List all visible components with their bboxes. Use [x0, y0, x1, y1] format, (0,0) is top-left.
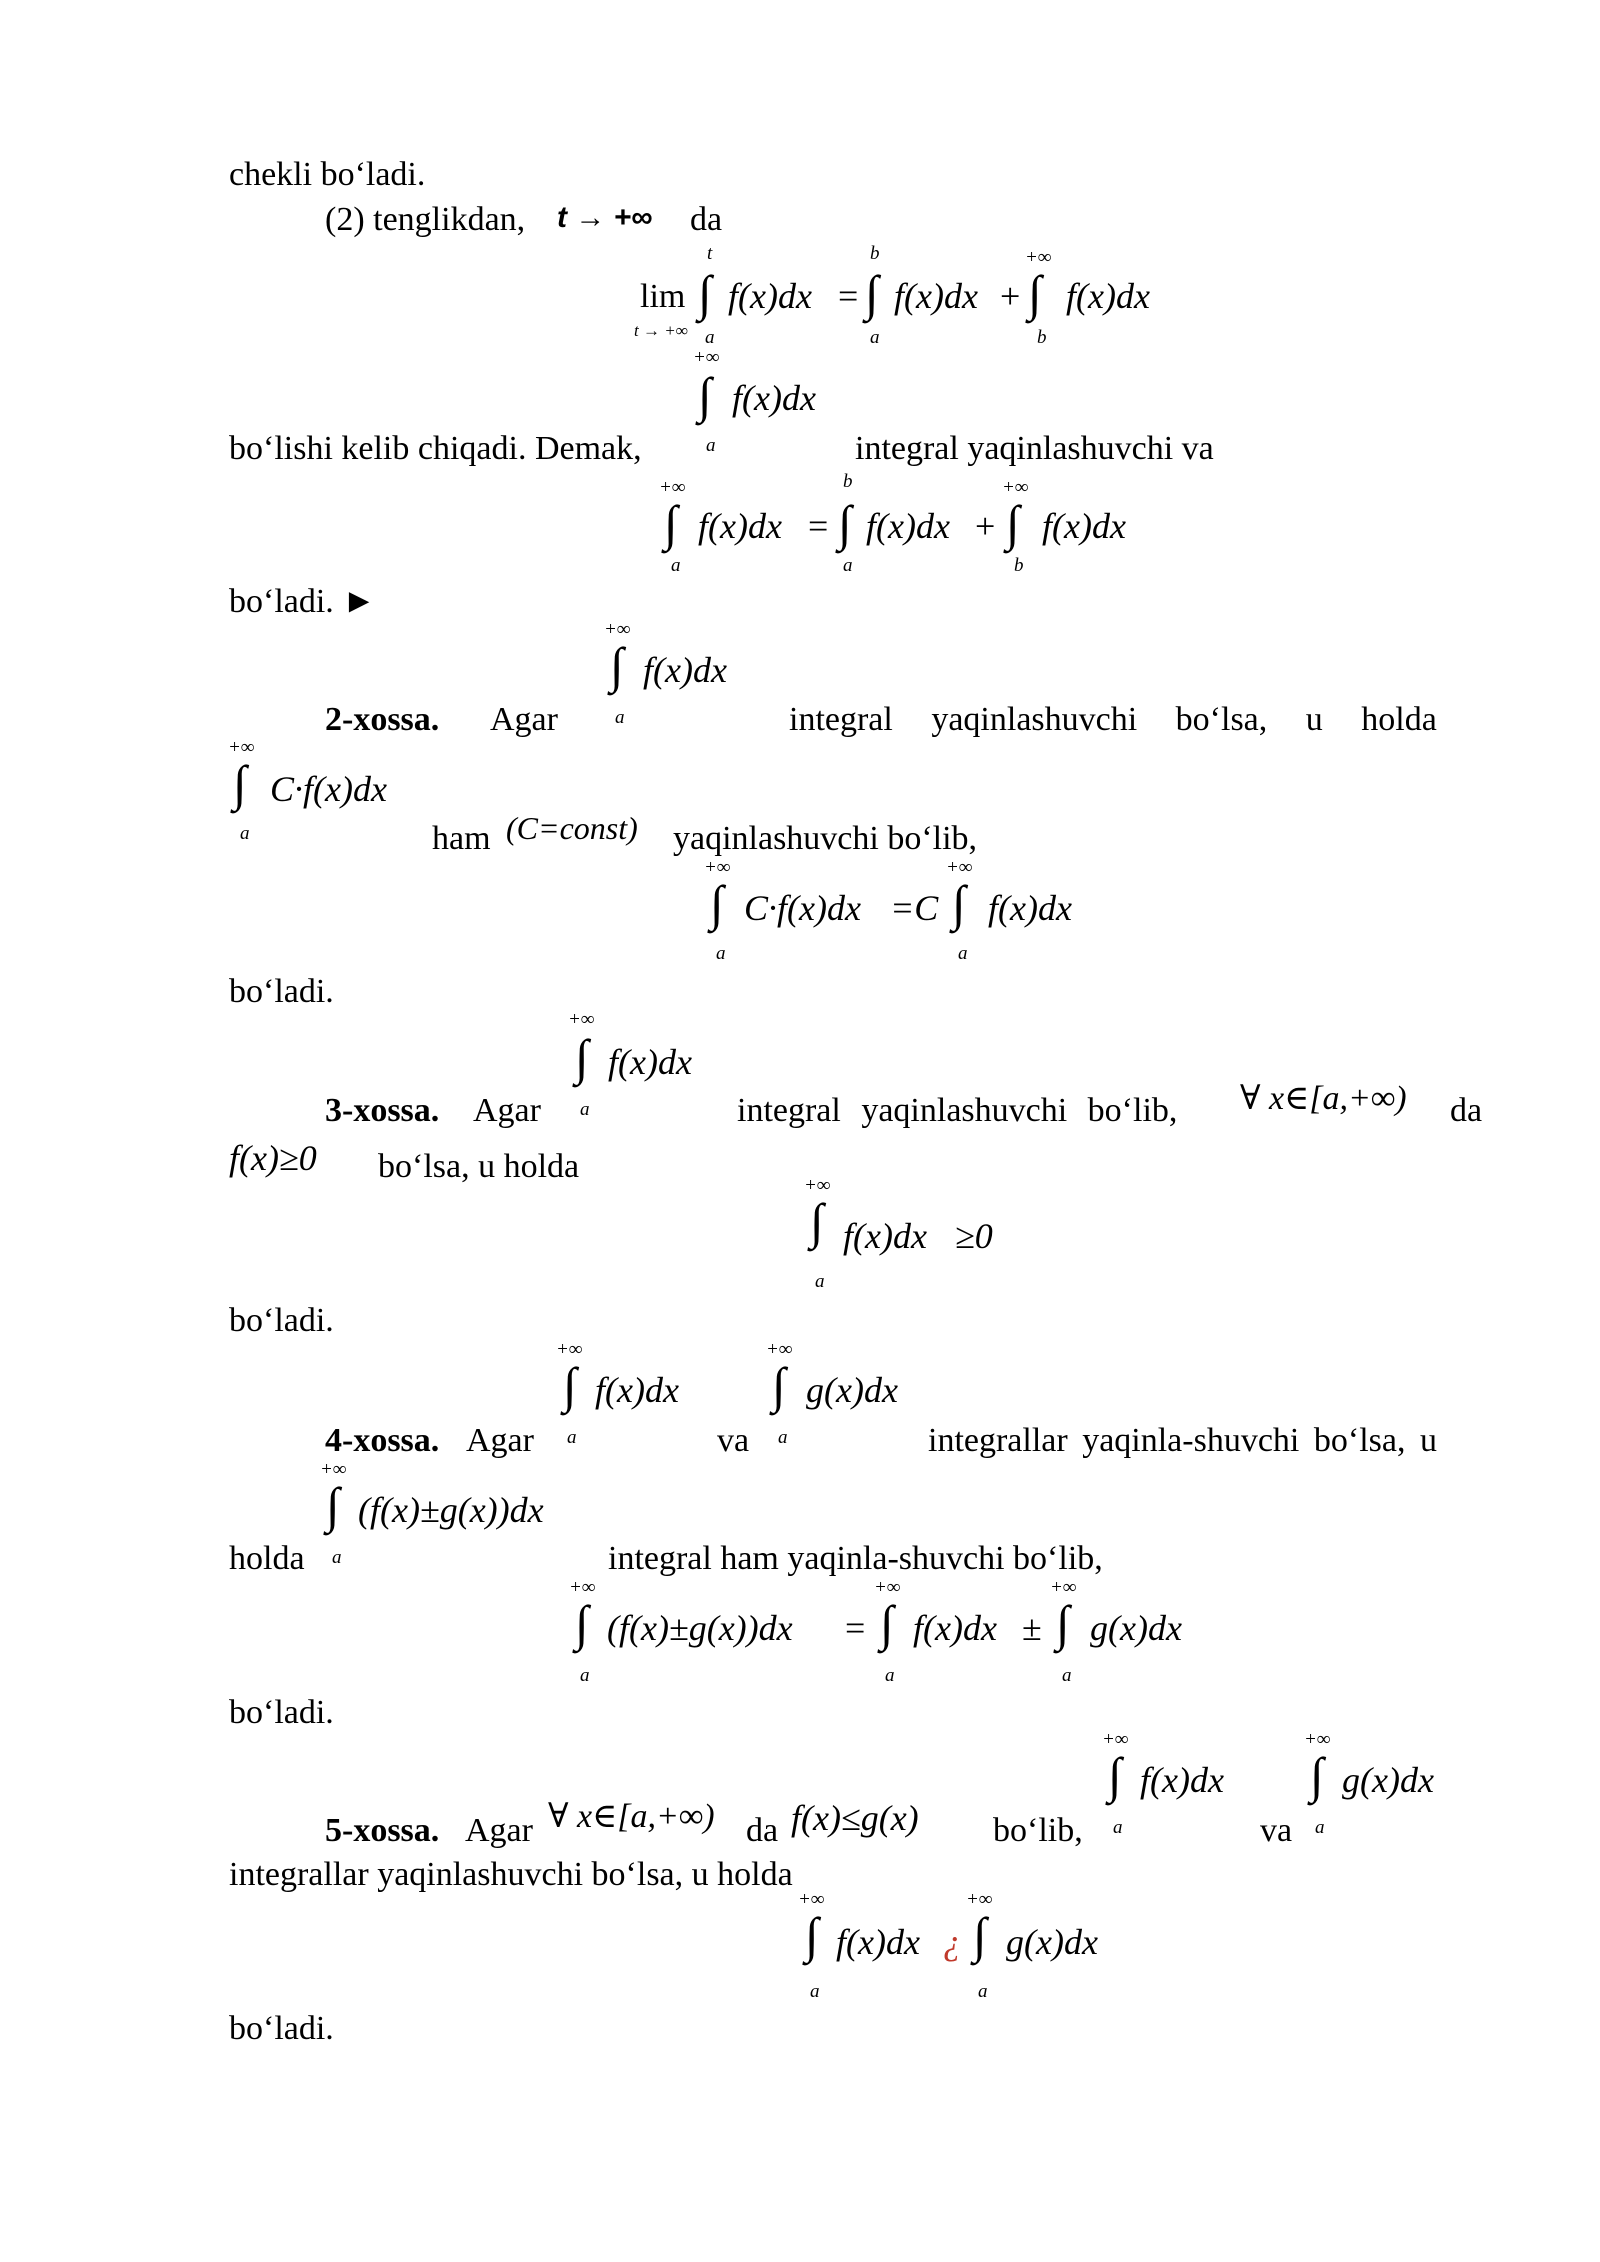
integral-upper: b: [843, 471, 853, 492]
integral-upper: +∞: [556, 1339, 583, 1360]
integral-sign: ∫: [865, 265, 879, 321]
integrand: f(x)dx: [1140, 1760, 1224, 1800]
integral-lower: a: [580, 1665, 590, 1686]
integral-sign: ∫: [698, 367, 712, 423]
integral-lower: a: [615, 707, 625, 728]
integrand: f(x)dx: [608, 1042, 692, 1082]
text-line: da: [1450, 1092, 1483, 1129]
integral-upper: +∞: [659, 477, 686, 498]
text-line: bo‘lishi kelib chiqadi. Demak,: [229, 430, 642, 467]
integral-sign: ∫: [326, 1477, 340, 1533]
integral-sign: ∫: [575, 1595, 589, 1651]
integral-sign: ∫: [698, 265, 712, 321]
math-plus: +: [975, 506, 996, 546]
math-forall: ∀ x∈[a,+∞): [548, 1798, 715, 1835]
integral-upper: +∞: [798, 1889, 825, 1910]
text-line: integral ham yaqinla-shuvchi bo‘lib,: [608, 1540, 1103, 1577]
integral-sign: ∫: [1108, 1747, 1122, 1803]
integral-sign: ∫: [973, 1907, 987, 1963]
integrand: (f(x)±g(x))dx: [358, 1490, 544, 1530]
text-line: yaqinlashuvchi bo‘lib,: [673, 820, 978, 857]
integral-upper: +∞: [874, 1577, 901, 1598]
integrand: f(x)dx: [698, 506, 782, 546]
integral-lower: a: [958, 943, 968, 964]
property-heading: 5-xossa.: [325, 1812, 440, 1849]
integral-upper: +∞: [569, 1577, 596, 1598]
integral-sign: ∫: [575, 1029, 589, 1085]
integral-lower: a: [810, 1981, 820, 2002]
integrand: g(x)dx: [1090, 1608, 1182, 1648]
integral-sign: ∫: [1056, 1595, 1070, 1651]
integral-sign: ∫: [664, 495, 678, 551]
integral-upper: +∞: [604, 619, 631, 640]
text-line: da: [690, 201, 723, 238]
integral-sign: ∫: [1028, 265, 1042, 321]
text-line: Agar: [465, 1812, 533, 1849]
integral-lower: a: [706, 435, 716, 456]
integral-lower: a: [716, 943, 726, 964]
integral-lower: a: [815, 1271, 825, 1292]
text-line: integrallar yaqinla-shuvchi bo‘lsa, u: [928, 1422, 1437, 1459]
text-line: ham: [432, 820, 491, 857]
integral-upper: +∞: [1304, 1729, 1331, 1750]
text-line: va: [1260, 1812, 1293, 1849]
integral-upper: +∞: [568, 1009, 595, 1030]
integral-lower: a: [885, 1665, 895, 1686]
math-lim-sub: t → +∞: [634, 321, 688, 340]
integral-lower: a: [978, 1981, 988, 2002]
integral-upper: +∞: [1050, 1577, 1077, 1598]
integral-lower: b: [1037, 327, 1047, 348]
integrand: f(x)dx: [728, 276, 812, 316]
math-eq-c: =C: [890, 888, 939, 928]
text-line: (2) tenglikdan,: [325, 201, 526, 238]
property-heading: 2-xossa.: [325, 701, 440, 738]
text-line: Agar: [490, 701, 558, 738]
text-line: bo‘ladi.: [229, 1694, 334, 1731]
integral-lower: a: [843, 555, 853, 576]
integrand: g(x)dx: [1342, 1760, 1434, 1800]
integral-sign: ∫: [880, 1595, 894, 1651]
math-lim: lim: [640, 278, 686, 315]
math-eq: =: [845, 1608, 866, 1648]
math-pm: ±: [1022, 1608, 1042, 1648]
integrand: f(x)dx: [1042, 506, 1126, 546]
integral-sign: ∫: [838, 495, 852, 551]
integral-sign: ∫: [805, 1907, 819, 1963]
text-line: bo‘ladi. ►: [229, 583, 376, 620]
integral-upper: +∞: [946, 857, 973, 878]
integral-upper: b: [870, 243, 880, 264]
text-line: bo‘ladi.: [229, 1302, 334, 1339]
integral-lower: a: [1113, 1817, 1123, 1838]
math-condition: f(x)≥0: [229, 1138, 317, 1178]
integrand: f(x)dx: [1066, 276, 1150, 316]
text-line: da: [746, 1812, 779, 1849]
integral-upper: +∞: [804, 1175, 831, 1196]
integrand: g(x)dx: [806, 1370, 898, 1410]
text-line: bo‘lsa, u holda: [378, 1148, 580, 1185]
integrand: f(x)dx: [988, 888, 1072, 928]
text-line: integrallar yaqinlashuvchi bo‘lsa, u holda: [229, 1856, 793, 1893]
integral-lower: b: [1014, 555, 1024, 576]
text-line: Agar: [466, 1422, 534, 1459]
text-line: Agar: [473, 1092, 541, 1129]
property-heading: 3-xossa.: [325, 1092, 440, 1129]
property-heading: 4-xossa.: [325, 1422, 440, 1459]
integral-upper: +∞: [766, 1339, 793, 1360]
integral-sign: ∫: [610, 637, 624, 693]
text-line: bo‘ladi.: [229, 973, 334, 1010]
text-line: integral yaqinlashuvchi bo‘lib,: [737, 1092, 1178, 1129]
integral-upper: +∞: [320, 1459, 347, 1480]
math-eq: =: [808, 506, 829, 546]
integral-sign: ∫: [1310, 1747, 1324, 1803]
math-plus: +: [1000, 276, 1021, 316]
integral-upper: +∞: [228, 737, 255, 758]
integral-lower: a: [778, 1427, 788, 1448]
integrand: g(x)dx: [1006, 1922, 1098, 1962]
integral-upper: +∞: [966, 1889, 993, 1910]
integral-sign: ∫: [810, 1193, 824, 1249]
text-line: chekli bo‘ladi.: [229, 156, 426, 193]
integral-sign: ∫: [772, 1357, 786, 1413]
integral-upper: +∞: [704, 857, 731, 878]
math-const: (C=const): [506, 810, 638, 846]
integral-upper: +∞: [1002, 477, 1029, 498]
math-arrow: t → +∞: [557, 201, 653, 234]
integrand: C·f(x)dx: [744, 888, 861, 928]
text-line: va: [717, 1422, 750, 1459]
integral-lower: a: [567, 1427, 577, 1448]
text-line: bo‘ladi.: [229, 2010, 334, 2047]
integral-lower: a: [1315, 1817, 1325, 1838]
integrand: f(x)dx: [643, 650, 727, 690]
integrand: f(x)dx: [595, 1370, 679, 1410]
integrand: C·f(x)dx: [270, 769, 387, 809]
integral-sign: ∫: [233, 755, 247, 811]
integral-upper: +∞: [1102, 1729, 1129, 1750]
integral-sign: ∫: [952, 875, 966, 931]
integral-sign: ∫: [710, 875, 724, 931]
math-condition: f(x)≤g(x): [791, 1798, 919, 1838]
text-line: bo‘lib,: [993, 1812, 1083, 1849]
integral-upper: t: [707, 243, 713, 264]
integral-lower: a: [705, 327, 715, 348]
math-forall: ∀ x∈[a,+∞): [1240, 1080, 1407, 1117]
math-eq: =: [838, 276, 859, 316]
integrand: f(x)dx: [732, 378, 816, 418]
text-line: holda: [229, 1540, 305, 1577]
integral-sign: ∫: [1006, 495, 1020, 551]
integral-lower: a: [580, 1099, 590, 1120]
integrand: f(x)dx: [866, 506, 950, 546]
integrand: f(x)dx: [913, 1608, 997, 1648]
integral-upper: +∞: [1025, 247, 1052, 268]
integral-lower: a: [332, 1547, 342, 1568]
integral-lower: a: [671, 555, 681, 576]
text-line: integral yaqinlashuvchi bo‘lsa, u holda: [789, 701, 1437, 738]
integral-lower: a: [1062, 1665, 1072, 1686]
integrand: f(x)dx: [894, 276, 978, 316]
integral-lower: a: [870, 327, 880, 348]
text-line: integral yaqinlashuvchi va: [855, 430, 1214, 467]
integrand: f(x)dx: [836, 1922, 920, 1962]
integrand: (f(x)±g(x))dx: [607, 1608, 793, 1648]
math-odd-symbol: ¿: [943, 1922, 961, 1962]
integral-lower: a: [240, 823, 250, 844]
integral-sign: ∫: [563, 1357, 577, 1413]
math-geq: ≥0: [955, 1216, 993, 1256]
integral-upper: +∞: [693, 347, 720, 368]
integrand: f(x)dx: [843, 1216, 927, 1256]
